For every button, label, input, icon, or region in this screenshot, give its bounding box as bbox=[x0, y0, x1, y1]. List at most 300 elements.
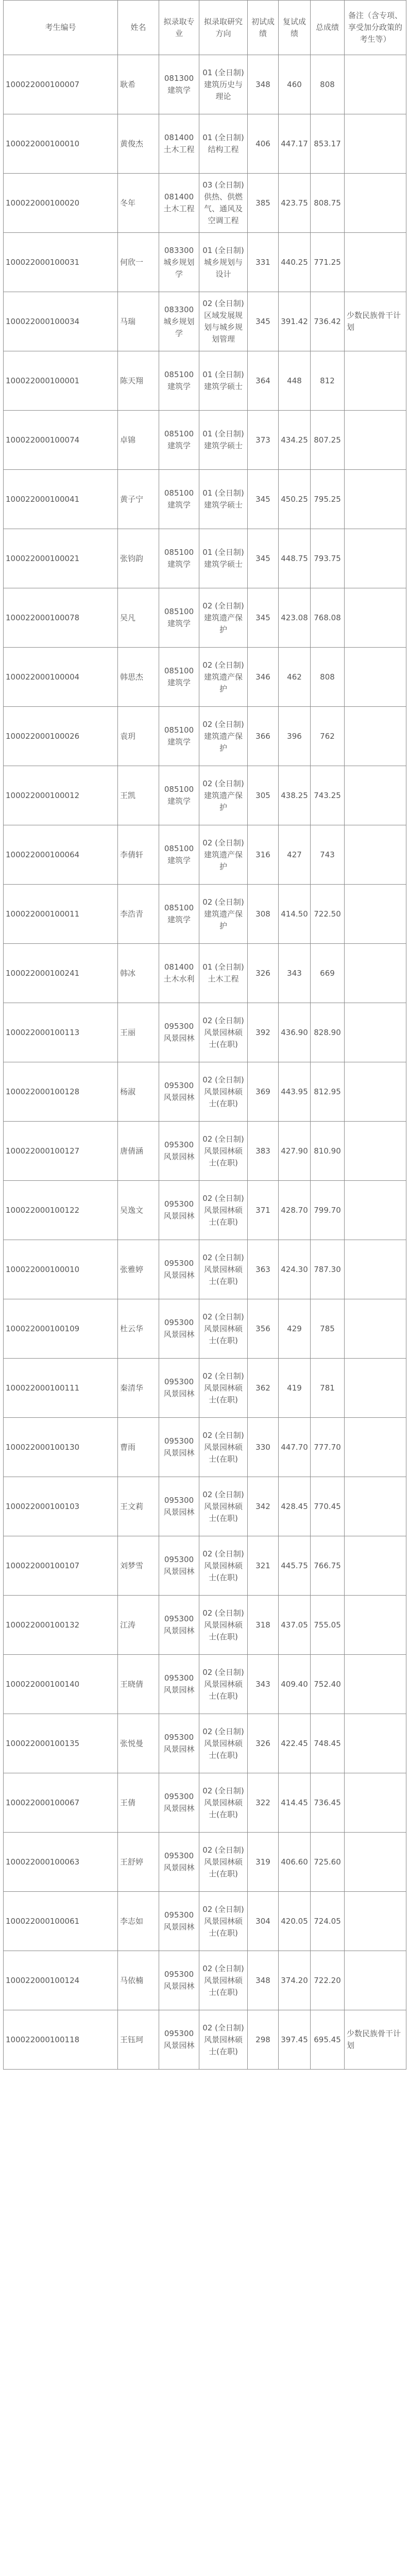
cell-id: 100022000100061 bbox=[4, 1892, 118, 1951]
cell-major: 095300 风景园林 bbox=[159, 1418, 199, 1477]
cell-direction: 02 (全日制)风景园林硕士(在职) bbox=[199, 1773, 248, 1833]
cell-total-score: 785 bbox=[311, 1299, 345, 1359]
table-row bbox=[4, 292, 406, 351]
cell-note bbox=[345, 1773, 406, 1833]
cell-name: 王丽 bbox=[118, 1003, 159, 1062]
cell-total-score: 748.45 bbox=[311, 1714, 345, 1773]
cell-major: 085100 建筑学 bbox=[159, 766, 199, 825]
cell-name: 黄子宁 bbox=[118, 470, 159, 529]
cell-note bbox=[345, 351, 406, 411]
cell-id: 100022000100140 bbox=[4, 1655, 118, 1714]
table-row bbox=[4, 1240, 406, 1299]
cell-initial-score: 345 bbox=[248, 529, 279, 588]
cell-name: 曹雨 bbox=[118, 1418, 159, 1477]
cell-direction: 02 (全日制)建筑遗产保护 bbox=[199, 648, 248, 707]
cell-retest-score: 460 bbox=[279, 55, 311, 114]
table-row bbox=[4, 1655, 406, 1714]
cell-name: 刘梦雪 bbox=[118, 1536, 159, 1596]
cell-total-score: 807.25 bbox=[311, 411, 345, 470]
cell-major: 085100 建筑学 bbox=[159, 529, 199, 588]
cell-name: 杜云华 bbox=[118, 1299, 159, 1359]
cell-retest-score: 423.75 bbox=[279, 174, 311, 233]
cell-note bbox=[345, 944, 406, 1003]
cell-id: 100022000100074 bbox=[4, 411, 118, 470]
cell-name: 王倩 bbox=[118, 1773, 159, 1833]
cell-name: 杨淑 bbox=[118, 1062, 159, 1122]
header-note: 备注（含专项、享受加分政策的考生等） bbox=[345, 1, 406, 55]
cell-total-score: 743.25 bbox=[311, 766, 345, 825]
cell-direction: 02 (全日制)区域发展规划与城乡规划管理 bbox=[199, 292, 248, 351]
cell-major: 095300 风景园林 bbox=[159, 1951, 199, 2010]
cell-direction: 02 (全日制)风景园林硕士(在职) bbox=[199, 1655, 248, 1714]
cell-note bbox=[345, 1714, 406, 1773]
table-row bbox=[4, 114, 406, 174]
cell-initial-score: 369 bbox=[248, 1062, 279, 1122]
cell-id: 100022000100109 bbox=[4, 1299, 118, 1359]
cell-direction: 01 (全日制)建筑学硕士 bbox=[199, 351, 248, 411]
cell-initial-score: 385 bbox=[248, 174, 279, 233]
header-id: 考生编号 bbox=[4, 1, 118, 55]
header-initial-score: 初试成绩 bbox=[248, 1, 279, 55]
cell-id: 100022000100067 bbox=[4, 1773, 118, 1833]
cell-note bbox=[345, 529, 406, 588]
cell-initial-score: 373 bbox=[248, 411, 279, 470]
cell-id: 100022000100031 bbox=[4, 233, 118, 292]
cell-retest-score: 397.45 bbox=[279, 2010, 311, 2070]
table-row bbox=[4, 825, 406, 885]
cell-direction: 02 (全日制)建筑遗产保护 bbox=[199, 885, 248, 944]
cell-note bbox=[345, 885, 406, 944]
cell-initial-score: 305 bbox=[248, 766, 279, 825]
cell-retest-score: 343 bbox=[279, 944, 311, 1003]
cell-note bbox=[345, 1951, 406, 2010]
cell-total-score: 669 bbox=[311, 944, 345, 1003]
cell-major: 095300 风景园林 bbox=[159, 1181, 199, 1240]
cell-direction: 01 (全日制)土木工程 bbox=[199, 944, 248, 1003]
table-row bbox=[4, 1773, 406, 1833]
cell-direction: 02 (全日制)风景园林硕士(在职) bbox=[199, 1359, 248, 1418]
cell-initial-score: 298 bbox=[248, 2010, 279, 2070]
cell-total-score: 762 bbox=[311, 707, 345, 766]
cell-retest-score: 448 bbox=[279, 351, 311, 411]
cell-initial-score: 322 bbox=[248, 1773, 279, 1833]
cell-major: 095300 风景园林 bbox=[159, 1773, 199, 1833]
cell-name: 王凯 bbox=[118, 766, 159, 825]
cell-initial-score: 318 bbox=[248, 1596, 279, 1655]
table-row bbox=[4, 1536, 406, 1596]
cell-initial-score: 366 bbox=[248, 707, 279, 766]
cell-note bbox=[345, 1418, 406, 1477]
cell-major: 081400 土木工程 bbox=[159, 174, 199, 233]
cell-retest-score: 427.90 bbox=[279, 1122, 311, 1181]
header-major: 拟录取专业 bbox=[159, 1, 199, 55]
cell-initial-score: 331 bbox=[248, 233, 279, 292]
header-total-score: 总成绩 bbox=[311, 1, 345, 55]
cell-id: 100022000100063 bbox=[4, 1833, 118, 1892]
cell-major: 095300 风景园林 bbox=[159, 2010, 199, 2070]
cell-major: 081400 土木工程 bbox=[159, 114, 199, 174]
table-row bbox=[4, 1359, 406, 1418]
cell-total-score: 736.42 bbox=[311, 292, 345, 351]
cell-direction: 02 (全日制)风景园林硕士(在职) bbox=[199, 1951, 248, 2010]
cell-name: 秦清华 bbox=[118, 1359, 159, 1418]
cell-id: 100022000100107 bbox=[4, 1536, 118, 1596]
cell-retest-score: 409.40 bbox=[279, 1655, 311, 1714]
table-row bbox=[4, 1003, 406, 1062]
cell-major: 095300 风景园林 bbox=[159, 1655, 199, 1714]
header-direction: 拟录取研究方向 bbox=[199, 1, 248, 55]
cell-major: 095300 风景园林 bbox=[159, 1536, 199, 1596]
cell-note bbox=[345, 1299, 406, 1359]
cell-name: 黄俊杰 bbox=[118, 114, 159, 174]
cell-direction: 02 (全日制)风景园林硕士(在职) bbox=[199, 1892, 248, 1951]
table-header-row bbox=[4, 1, 406, 55]
table-row bbox=[4, 470, 406, 529]
cell-major: 095300 风景园林 bbox=[159, 1299, 199, 1359]
cell-total-score: 812 bbox=[311, 351, 345, 411]
cell-retest-score: 374.20 bbox=[279, 1951, 311, 2010]
cell-initial-score: 319 bbox=[248, 1833, 279, 1892]
cell-total-score: 743 bbox=[311, 825, 345, 885]
cell-note bbox=[345, 1359, 406, 1418]
cell-retest-score: 424.30 bbox=[279, 1240, 311, 1299]
cell-retest-score: 448.75 bbox=[279, 529, 311, 588]
cell-total-score: 724.05 bbox=[311, 1892, 345, 1951]
cell-retest-score: 443.95 bbox=[279, 1062, 311, 1122]
cell-retest-score: 406.60 bbox=[279, 1833, 311, 1892]
cell-direction: 02 (全日制)风景园林硕士(在职) bbox=[199, 1240, 248, 1299]
cell-initial-score: 304 bbox=[248, 1892, 279, 1951]
table-row bbox=[4, 529, 406, 588]
cell-retest-score: 450.25 bbox=[279, 470, 311, 529]
cell-retest-score: 429 bbox=[279, 1299, 311, 1359]
cell-name: 张钧韵 bbox=[118, 529, 159, 588]
cell-note: 少数民族骨干计划 bbox=[345, 292, 406, 351]
cell-direction: 01 (全日制)建筑历史与理论 bbox=[199, 55, 248, 114]
table-row bbox=[4, 648, 406, 707]
cell-total-score: 795.25 bbox=[311, 470, 345, 529]
cell-name: 吴逸文 bbox=[118, 1181, 159, 1240]
cell-total-score: 695.45 bbox=[311, 2010, 345, 2070]
cell-id: 100022000100135 bbox=[4, 1714, 118, 1773]
cell-name: 张悦曼 bbox=[118, 1714, 159, 1773]
cell-name: 王文莉 bbox=[118, 1477, 159, 1536]
cell-note bbox=[345, 1181, 406, 1240]
cell-retest-score: 414.50 bbox=[279, 885, 311, 944]
cell-initial-score: 371 bbox=[248, 1181, 279, 1240]
cell-retest-score: 420.05 bbox=[279, 1892, 311, 1951]
table-row bbox=[4, 351, 406, 411]
cell-note bbox=[345, 588, 406, 648]
cell-name: 袁玥 bbox=[118, 707, 159, 766]
cell-initial-score: 330 bbox=[248, 1418, 279, 1477]
table-row bbox=[4, 588, 406, 648]
cell-total-score: 768.08 bbox=[311, 588, 345, 648]
cell-note bbox=[345, 1003, 406, 1062]
cell-retest-score: 427 bbox=[279, 825, 311, 885]
cell-major: 085100 建筑学 bbox=[159, 885, 199, 944]
cell-initial-score: 345 bbox=[248, 292, 279, 351]
cell-name: 何欣一 bbox=[118, 233, 159, 292]
cell-total-score: 808 bbox=[311, 648, 345, 707]
cell-id: 100022000100122 bbox=[4, 1181, 118, 1240]
cell-initial-score: 364 bbox=[248, 351, 279, 411]
cell-id: 100022000100132 bbox=[4, 1596, 118, 1655]
cell-note: 少数民族骨干计划 bbox=[345, 2010, 406, 2070]
cell-note bbox=[345, 411, 406, 470]
table-row bbox=[4, 1714, 406, 1773]
cell-id: 100022000100118 bbox=[4, 2010, 118, 2070]
cell-retest-score: 438.25 bbox=[279, 766, 311, 825]
cell-direction: 02 (全日制)风景园林硕士(在职) bbox=[199, 1122, 248, 1181]
cell-total-score: 777.70 bbox=[311, 1418, 345, 1477]
cell-note bbox=[345, 1122, 406, 1181]
cell-direction: 01 (全日制)建筑学硕士 bbox=[199, 411, 248, 470]
cell-retest-score: 396 bbox=[279, 707, 311, 766]
cell-direction: 02 (全日制)风景园林硕士(在职) bbox=[199, 1536, 248, 1596]
table-row bbox=[4, 1418, 406, 1477]
cell-total-score: 787.30 bbox=[311, 1240, 345, 1299]
table-row bbox=[4, 1596, 406, 1655]
cell-name: 李志如 bbox=[118, 1892, 159, 1951]
cell-id: 100022000100078 bbox=[4, 588, 118, 648]
cell-note bbox=[345, 766, 406, 825]
cell-major: 081400 土木水利 bbox=[159, 944, 199, 1003]
admission-table bbox=[3, 0, 406, 2070]
cell-note bbox=[345, 1892, 406, 1951]
cell-name: 李倩轩 bbox=[118, 825, 159, 885]
cell-retest-score: 423.08 bbox=[279, 588, 311, 648]
cell-total-score: 793.75 bbox=[311, 529, 345, 588]
table-row bbox=[4, 55, 406, 114]
cell-initial-score: 345 bbox=[248, 588, 279, 648]
cell-direction: 01 (全日制)建筑学硕士 bbox=[199, 470, 248, 529]
cell-initial-score: 342 bbox=[248, 1477, 279, 1536]
table-row bbox=[4, 1181, 406, 1240]
cell-note bbox=[345, 233, 406, 292]
cell-id: 100022000100021 bbox=[4, 529, 118, 588]
cell-id: 100022000100064 bbox=[4, 825, 118, 885]
table-row bbox=[4, 1122, 406, 1181]
cell-retest-score: 391.42 bbox=[279, 292, 311, 351]
cell-initial-score: 316 bbox=[248, 825, 279, 885]
cell-direction: 02 (全日制)建筑遗产保护 bbox=[199, 825, 248, 885]
cell-direction: 02 (全日制)建筑遗产保护 bbox=[199, 707, 248, 766]
cell-id: 100022000100010 bbox=[4, 114, 118, 174]
header-name: 姓名 bbox=[118, 1, 159, 55]
cell-initial-score: 392 bbox=[248, 1003, 279, 1062]
cell-retest-score: 419 bbox=[279, 1359, 311, 1418]
cell-name: 唐倩涵 bbox=[118, 1122, 159, 1181]
table-row bbox=[4, 174, 406, 233]
cell-id: 100022000100127 bbox=[4, 1122, 118, 1181]
cell-initial-score: 383 bbox=[248, 1122, 279, 1181]
cell-initial-score: 348 bbox=[248, 55, 279, 114]
cell-note bbox=[345, 825, 406, 885]
cell-initial-score: 308 bbox=[248, 885, 279, 944]
table-row bbox=[4, 1299, 406, 1359]
cell-note bbox=[345, 1833, 406, 1892]
cell-total-score: 799.70 bbox=[311, 1181, 345, 1240]
cell-id: 100022000100111 bbox=[4, 1359, 118, 1418]
cell-initial-score: 362 bbox=[248, 1359, 279, 1418]
cell-major: 095300 风景园林 bbox=[159, 1240, 199, 1299]
cell-id: 100022000100026 bbox=[4, 707, 118, 766]
table-row bbox=[4, 1477, 406, 1536]
cell-direction: 01 (全日制)城乡规划与设计 bbox=[199, 233, 248, 292]
admission-list bbox=[3, 0, 406, 2070]
table-row bbox=[4, 766, 406, 825]
cell-name: 韩冰 bbox=[118, 944, 159, 1003]
cell-total-score: 808 bbox=[311, 55, 345, 114]
table-row bbox=[4, 233, 406, 292]
cell-retest-score: 447.17 bbox=[279, 114, 311, 174]
cell-initial-score: 343 bbox=[248, 1655, 279, 1714]
table-body bbox=[4, 55, 406, 2070]
cell-retest-score: 422.45 bbox=[279, 1714, 311, 1773]
cell-total-score: 808.75 bbox=[311, 174, 345, 233]
cell-major: 085100 建筑学 bbox=[159, 825, 199, 885]
cell-id: 100022000100130 bbox=[4, 1418, 118, 1477]
cell-name: 江涛 bbox=[118, 1596, 159, 1655]
cell-id: 100022000100034 bbox=[4, 292, 118, 351]
cell-major: 095300 风景园林 bbox=[159, 1359, 199, 1418]
cell-initial-score: 406 bbox=[248, 114, 279, 174]
cell-direction: 02 (全日制)风景园林硕士(在职) bbox=[199, 1299, 248, 1359]
cell-total-score: 781 bbox=[311, 1359, 345, 1418]
cell-major: 095300 风景园林 bbox=[159, 1892, 199, 1951]
cell-major: 085100 建筑学 bbox=[159, 470, 199, 529]
cell-direction: 02 (全日制)风景园林硕士(在职) bbox=[199, 1833, 248, 1892]
cell-name: 王钰珂 bbox=[118, 2010, 159, 2070]
cell-major: 095300 风景园林 bbox=[159, 1833, 199, 1892]
cell-retest-score: 414.45 bbox=[279, 1773, 311, 1833]
cell-major: 085100 建筑学 bbox=[159, 707, 199, 766]
cell-direction: 02 (全日制)风景园林硕士(在职) bbox=[199, 1596, 248, 1655]
cell-name: 李浩青 bbox=[118, 885, 159, 944]
cell-name: 吴凡 bbox=[118, 588, 159, 648]
cell-initial-score: 346 bbox=[248, 648, 279, 707]
cell-total-score: 766.75 bbox=[311, 1536, 345, 1596]
cell-total-score: 722.50 bbox=[311, 885, 345, 944]
cell-major: 083300 城乡规划学 bbox=[159, 292, 199, 351]
cell-name: 冬年 bbox=[118, 174, 159, 233]
cell-direction: 01 (全日制)结构工程 bbox=[199, 114, 248, 174]
table-row bbox=[4, 411, 406, 470]
cell-id: 100022000100004 bbox=[4, 648, 118, 707]
cell-retest-score: 436.90 bbox=[279, 1003, 311, 1062]
cell-note bbox=[345, 707, 406, 766]
table-row bbox=[4, 885, 406, 944]
header-retest-score: 复试成绩 bbox=[279, 1, 311, 55]
cell-total-score: 812.95 bbox=[311, 1062, 345, 1122]
cell-name: 陈天翔 bbox=[118, 351, 159, 411]
cell-name: 韩思杰 bbox=[118, 648, 159, 707]
table-row bbox=[4, 944, 406, 1003]
cell-major: 095300 风景园林 bbox=[159, 1596, 199, 1655]
cell-initial-score: 326 bbox=[248, 944, 279, 1003]
cell-id: 100022000100103 bbox=[4, 1477, 118, 1536]
cell-initial-score: 321 bbox=[248, 1536, 279, 1596]
cell-note bbox=[345, 55, 406, 114]
table-row bbox=[4, 2010, 406, 2070]
cell-id: 100022000100241 bbox=[4, 944, 118, 1003]
cell-name: 马依楠 bbox=[118, 1951, 159, 2010]
cell-retest-score: 434.25 bbox=[279, 411, 311, 470]
cell-major: 095300 风景园林 bbox=[159, 1714, 199, 1773]
cell-major: 085100 建筑学 bbox=[159, 351, 199, 411]
cell-total-score: 755.05 bbox=[311, 1596, 345, 1655]
cell-initial-score: 356 bbox=[248, 1299, 279, 1359]
cell-direction: 02 (全日制)风景园林硕士(在职) bbox=[199, 1003, 248, 1062]
cell-direction: 02 (全日制)风景园林硕士(在职) bbox=[199, 1418, 248, 1477]
cell-note bbox=[345, 470, 406, 529]
cell-id: 100022000100113 bbox=[4, 1003, 118, 1062]
cell-name: 王舒婷 bbox=[118, 1833, 159, 1892]
cell-note bbox=[345, 1062, 406, 1122]
cell-total-score: 736.45 bbox=[311, 1773, 345, 1833]
cell-direction: 02 (全日制)风景园林硕士(在职) bbox=[199, 1181, 248, 1240]
cell-retest-score: 447.70 bbox=[279, 1418, 311, 1477]
cell-retest-score: 428.70 bbox=[279, 1181, 311, 1240]
cell-total-score: 810.90 bbox=[311, 1122, 345, 1181]
cell-major: 095300 风景园林 bbox=[159, 1477, 199, 1536]
cell-retest-score: 445.75 bbox=[279, 1536, 311, 1596]
cell-major: 095300 风景园林 bbox=[159, 1003, 199, 1062]
cell-total-score: 853.17 bbox=[311, 114, 345, 174]
cell-id: 100022000100010 bbox=[4, 1240, 118, 1299]
cell-direction: 02 (全日制)风景园林硕士(在职) bbox=[199, 1062, 248, 1122]
cell-name: 王晓倩 bbox=[118, 1655, 159, 1714]
cell-name: 张雅婷 bbox=[118, 1240, 159, 1299]
cell-id: 100022000100012 bbox=[4, 766, 118, 825]
cell-total-score: 725.60 bbox=[311, 1833, 345, 1892]
cell-note bbox=[345, 1477, 406, 1536]
cell-note bbox=[345, 174, 406, 233]
cell-direction: 02 (全日制)风景园林硕士(在职) bbox=[199, 1477, 248, 1536]
cell-retest-score: 462 bbox=[279, 648, 311, 707]
cell-total-score: 828.90 bbox=[311, 1003, 345, 1062]
cell-initial-score: 326 bbox=[248, 1714, 279, 1773]
table-row bbox=[4, 1062, 406, 1122]
cell-note bbox=[345, 1596, 406, 1655]
cell-initial-score: 345 bbox=[248, 470, 279, 529]
cell-note bbox=[345, 1240, 406, 1299]
cell-major: 083300 城乡规划学 bbox=[159, 233, 199, 292]
cell-direction: 01 (全日制)建筑学硕士 bbox=[199, 529, 248, 588]
cell-note bbox=[345, 1655, 406, 1714]
cell-id: 100022000100001 bbox=[4, 351, 118, 411]
cell-initial-score: 363 bbox=[248, 1240, 279, 1299]
cell-note bbox=[345, 114, 406, 174]
cell-major: 095300 风景园林 bbox=[159, 1122, 199, 1181]
cell-total-score: 771.25 bbox=[311, 233, 345, 292]
cell-direction: 03 (全日制)供热、供燃气、通风及空调工程 bbox=[199, 174, 248, 233]
cell-major: 085100 建筑学 bbox=[159, 411, 199, 470]
cell-total-score: 722.20 bbox=[311, 1951, 345, 2010]
cell-note bbox=[345, 648, 406, 707]
cell-id: 100022000100020 bbox=[4, 174, 118, 233]
table-row bbox=[4, 1951, 406, 2010]
cell-id: 100022000100041 bbox=[4, 470, 118, 529]
cell-name: 耿希 bbox=[118, 55, 159, 114]
cell-direction: 02 (全日制)风景园林硕士(在职) bbox=[199, 1714, 248, 1773]
cell-major: 081300 建筑学 bbox=[159, 55, 199, 114]
cell-direction: 02 (全日制)风景园林硕士(在职) bbox=[199, 2010, 248, 2070]
table-row bbox=[4, 1892, 406, 1951]
cell-initial-score: 348 bbox=[248, 1951, 279, 2010]
cell-retest-score: 437.05 bbox=[279, 1596, 311, 1655]
